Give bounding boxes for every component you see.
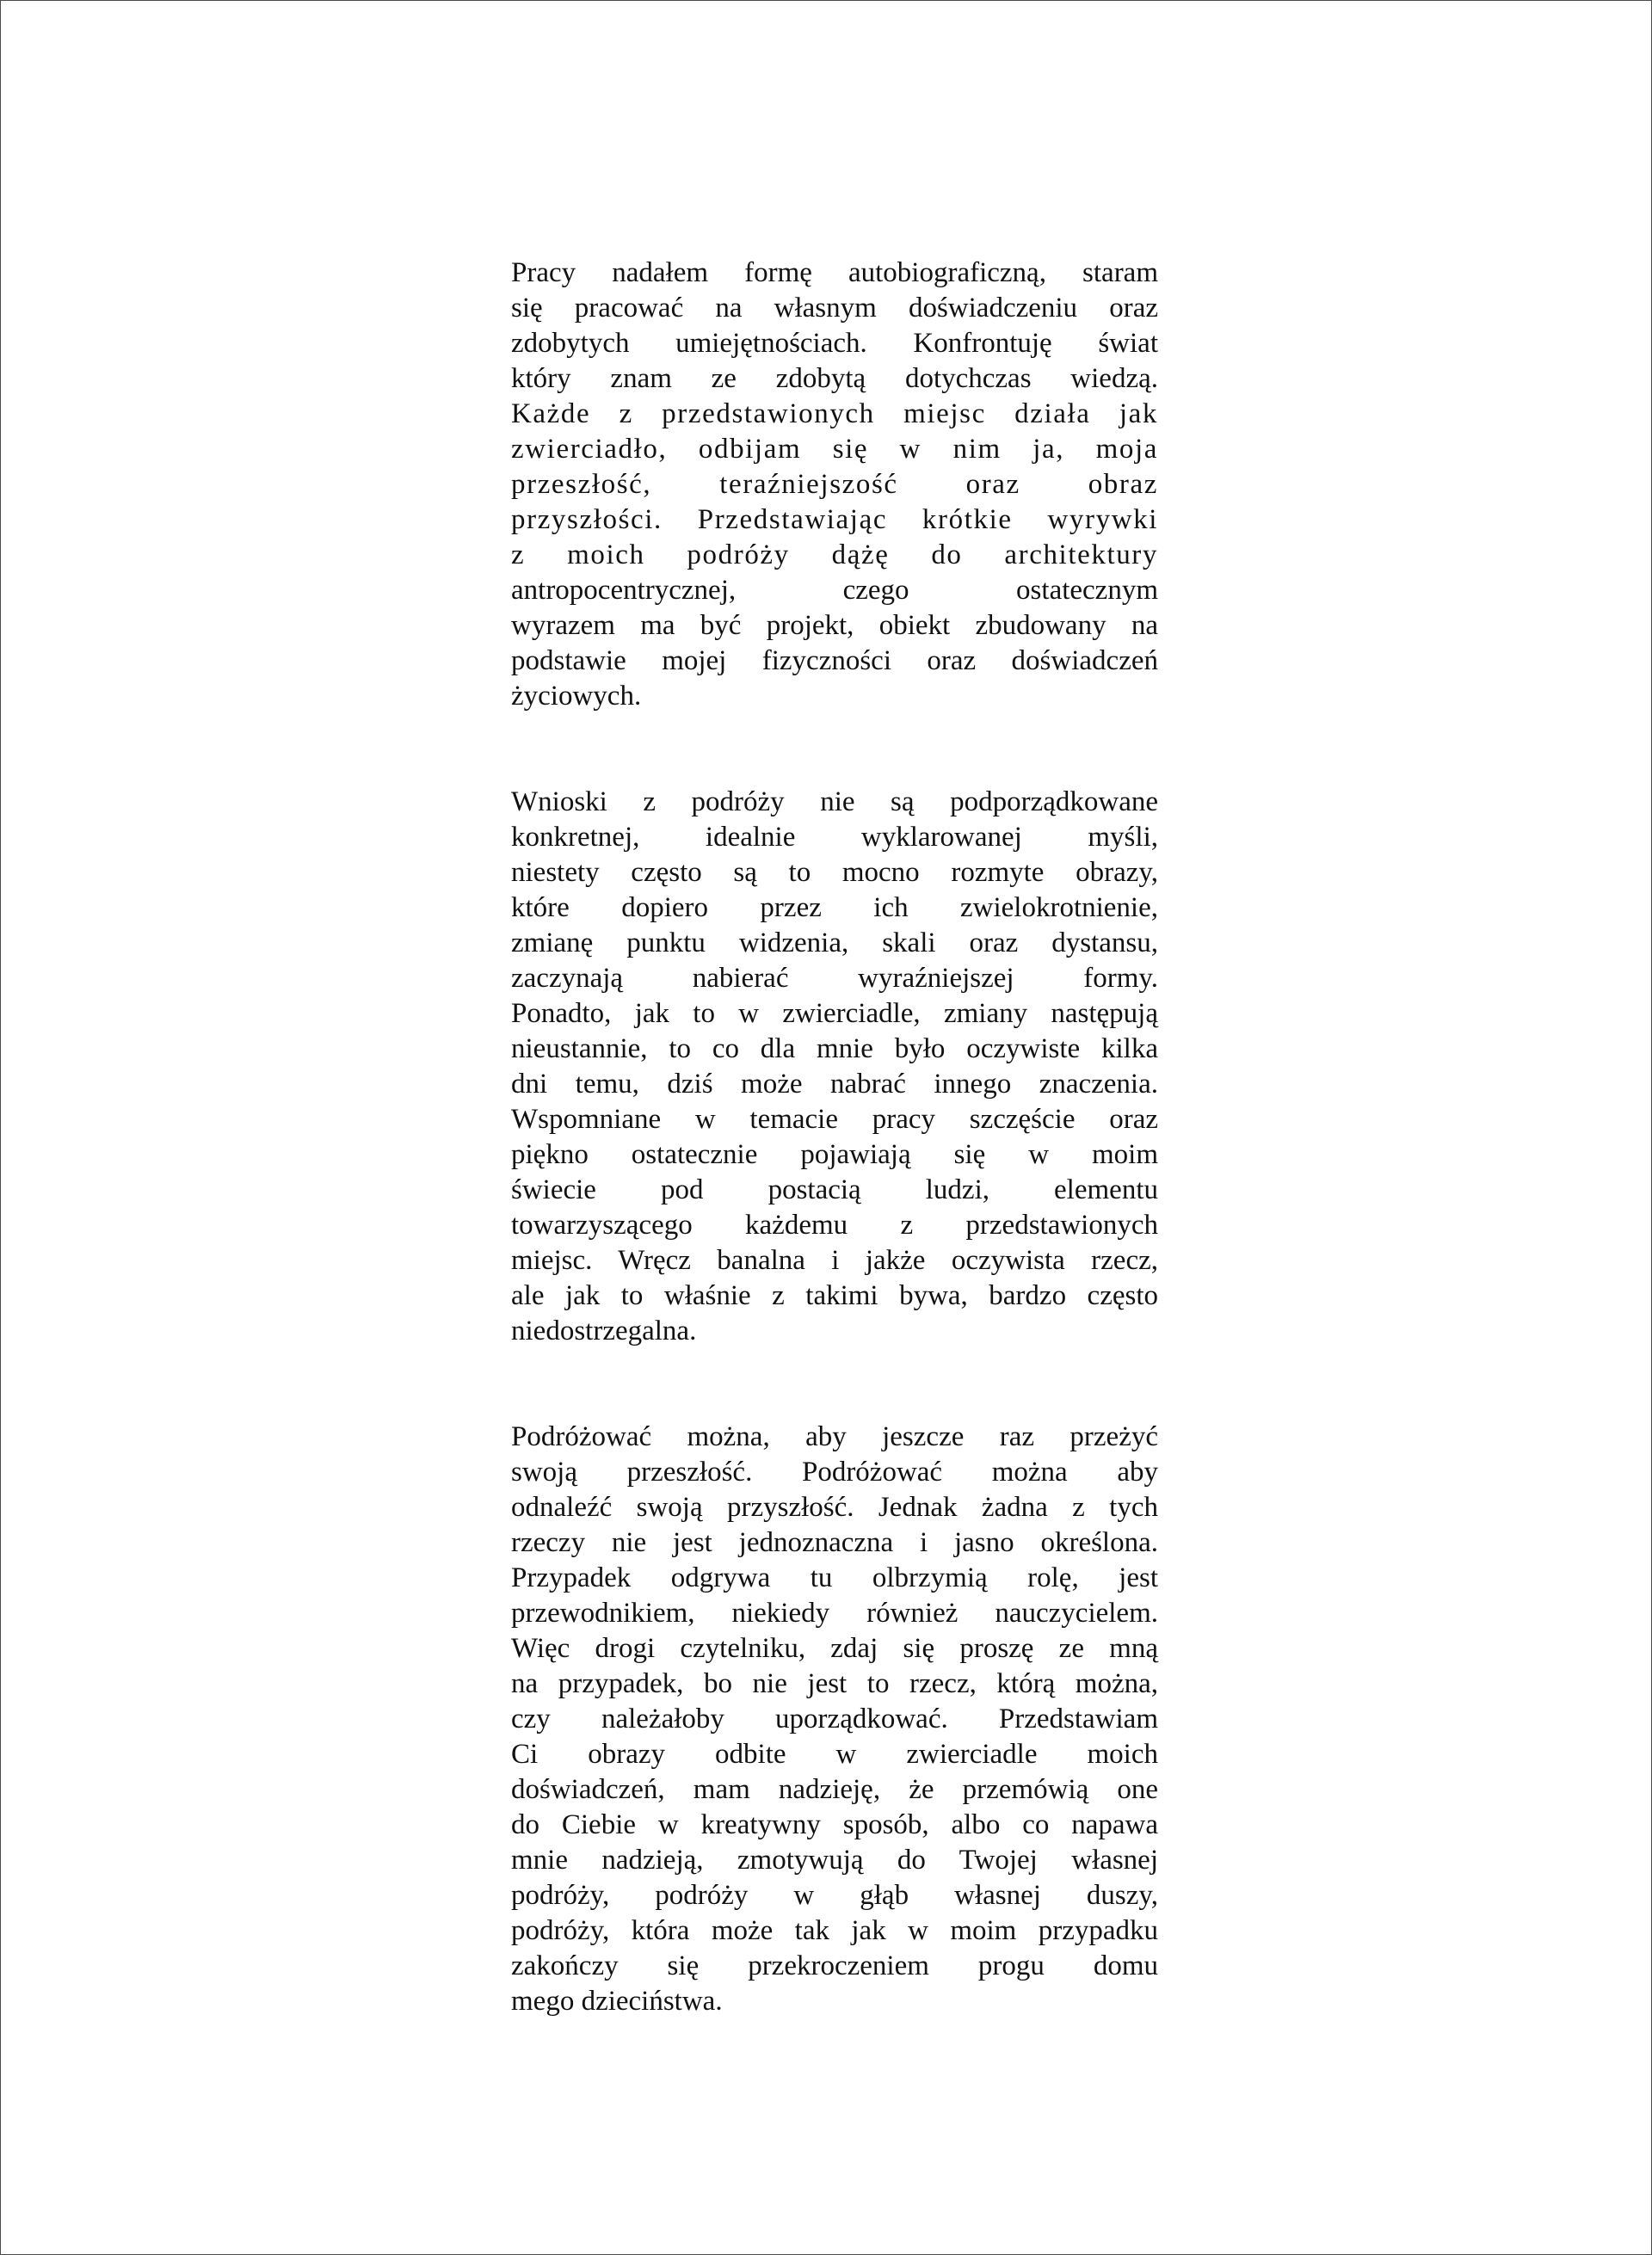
text-line: przyszłości. Przedstawiając krótkie wyrywki [511,504,1158,535]
text-line: Podróżować można, aby jeszcze raz przeżyć [511,1421,1158,1452]
text-line: mego dzieciństwa. [511,1986,723,2017]
text-line: Ponadto, jak to w zwierciadle, zmiany następują [511,998,1158,1029]
text-line: Pracy nadałem formę autobiograficzną, staram [511,257,1158,288]
text-line: niestety często są to mocno rozmyte obrazy, [511,857,1158,888]
text-line: czy należałoby uporządkować. Przedstawiam [511,1704,1158,1734]
text-line: Więc drogi czytelniku, zdaj się proszę ze mną [511,1633,1158,1664]
paragraph-1 [511,256,1158,714]
text-line: odnaleźć swoją przyszłość. Jednak żadna z tych [511,1492,1158,1523]
paragraph-2 [511,785,1158,1349]
text-line: wyrazem ma być projekt, obiekt zbudowany na [511,610,1158,641]
text-line: świecie pod postacią ludzi, elementu [511,1174,1158,1205]
text-line: ale jak to właśnie z takimi bywa, bardzo często [511,1280,1158,1311]
text-line: miejsc. Wręcz banalna i jakże oczywista rzecz, [511,1245,1158,1276]
text-line: Ci obrazy odbite w zwierciadle moich [511,1739,1158,1770]
text-line: Przypadek odgrywa tu olbrzymią rolę, jest [511,1562,1158,1593]
text-line: niedostrzegalna. [511,1315,697,1346]
text-line: Wnioski z podróży nie są podporządkowane [511,786,1158,817]
paragraph-3 [511,1420,1158,2019]
text-line: podróży, która może tak jak w moim przypadku [511,1915,1158,1946]
text-line: towarzyszącego każdemu z przedstawionych [511,1210,1158,1241]
text-line: zdobytych umiejętnościach. Konfrontuję świat [511,328,1158,359]
text-column [511,256,1158,2090]
text-line: rzeczy nie jest jednoznaczna i jasno określona. [511,1527,1158,1558]
text-line: życiowych. [511,681,642,712]
text-line: podróży, podróży w głąb własnej duszy, [511,1880,1158,1911]
text-line: który znam ze zdobytą dotychczas wiedzą. [511,363,1158,394]
text-line: podstawie mojej fizyczności oraz doświadczeń [511,645,1158,676]
text-line: dni temu, dziś może nabrać innego znaczenia. [511,1069,1158,1100]
text-line: zmianę punktu widzenia, skali oraz dystansu, [511,927,1158,958]
text-line: przeszłość, teraźniejszość oraz obraz [511,469,1158,500]
text-line: swoją przeszłość. Podróżować można aby [511,1457,1158,1488]
text-line: przewodnikiem, niekiedy również nauczycielem. [511,1598,1158,1629]
text-line: na przypadek, bo nie jest to rzecz, którą można, [511,1668,1158,1699]
text-line: nieustannie, to co dla mnie było oczywiste kilka [511,1033,1158,1064]
text-line: doświadczeń, mam nadzieję, że przemówią one [511,1774,1158,1805]
text-line: mnie nadzieją, zmotywują do Twojej własnej [511,1845,1158,1876]
text-line: do Ciebie w kreatywny sposób, albo co napawa [511,1809,1158,1840]
text-line: zaczynają nabierać wyraźniejszej formy. [511,963,1158,994]
text-line: które dopiero przez ich zwielokrotnienie, [511,892,1158,923]
text-line: się pracować na własnym doświadczeniu oraz [511,293,1158,323]
text-line: zwierciadło, odbijam się w nim ja, moja [511,434,1158,465]
text-line: Każde z przedstawionych miejsc działa jak [511,398,1158,429]
text-line: konkretnej, idealnie wyklarowanej myśli, [511,822,1158,853]
text-line: zakończy się przekroczeniem progu domu [511,1950,1158,1981]
text-line: Wspomniane w temacie pracy szczęście oraz [511,1104,1158,1135]
text-line: piękno ostatecznie pojawiają się w moim [511,1139,1158,1170]
text-line: antropocentrycznej, czego ostatecznym [511,575,1158,606]
text-line: z moich podróży dążę do architektury [511,539,1158,570]
